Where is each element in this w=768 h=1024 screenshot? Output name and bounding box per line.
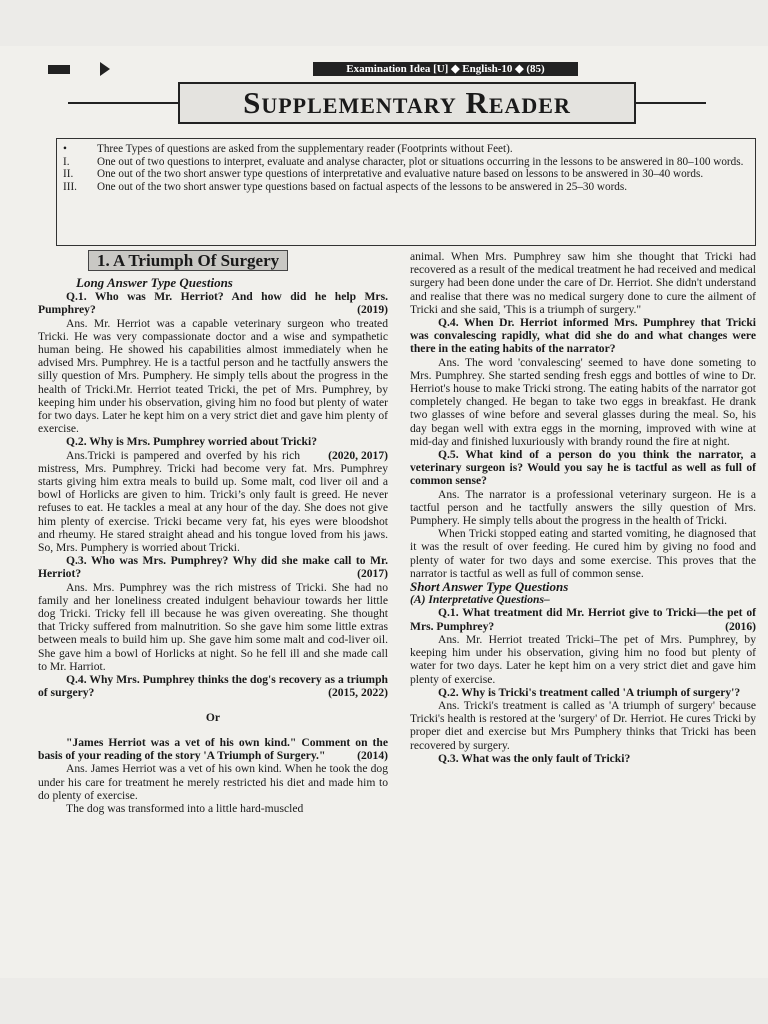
intro-text: One out of the two short answer type questions of interpretative and evaluative nature based on lessons to be answered in 30–40 words. bbox=[97, 168, 704, 180]
question bbox=[38, 554, 388, 580]
question-text: "James Herriot was a vet of his own kind." Comment on the basis of your reading of the story 'A Triumph of Surgery." bbox=[38, 735, 388, 763]
question-year: (2017) bbox=[357, 567, 388, 581]
subheading-long: Long Answer Type Questions bbox=[76, 275, 233, 290]
answer-continued: animal. When Mrs. Pumphrey saw him she thought that Tricki had recovered as a result of the medical treatment he had received and medical surgery had been done under the care of Dr. Herriot. She didn't understand and realise that there was no medical surgery done to cure the ailment of Tricki and she said, 'This is a triumph of surgery." bbox=[410, 250, 756, 316]
question-year: (2015, 2022) bbox=[328, 686, 388, 700]
subheading-interpretative: (A) Interpretative Questions– bbox=[410, 593, 550, 607]
question bbox=[38, 290, 388, 316]
question-text: Q.1. Who was Mr. Herriot? And how did he help Mrs. Pumphrey? bbox=[38, 290, 388, 317]
question: Q.4. When Dr. Herriot informed Mrs. Pumphrey that Tricki was convalescing rapidly, what did she do and what changes were there in the eating habits of the narrator? bbox=[410, 316, 756, 356]
question-year: (2014) bbox=[357, 749, 388, 763]
intro-text: Three Types of questions are asked from the supplementary reader (Footprints without Feet). bbox=[97, 143, 513, 155]
intro-marker: • bbox=[63, 143, 67, 155]
right-column bbox=[410, 250, 756, 765]
section-title: 1. A Triumph Of Surgery bbox=[88, 250, 288, 271]
title-rule-right bbox=[636, 102, 706, 104]
intro-item bbox=[63, 143, 749, 156]
or-label: Or bbox=[205, 711, 221, 725]
question: Q.3. What was the only fault of Tricki? bbox=[438, 751, 631, 765]
arrow-icon bbox=[100, 62, 110, 76]
answer: Ans. The narrator is a professional veterinary surgeon. He is a tactful person and he tactfully answers the silly question of Mrs. Pumphery. He simply tells about the progress in the health of Tricki. bbox=[410, 487, 756, 528]
answer: Ans. Tricki's treatment is called as 'A triumph of surgery' because Tricki's health is restored at the 'surgery' of Dr. Herriot. He cures Tricki by proper diet and exercise but Mrs Pumphery thinks that Tricki has been recovered by surgery. bbox=[410, 698, 756, 752]
answer: Ans.Tricki is pampered and overfed by his rich mistress, Mrs. Pumphrey. Tricki had become very fat. Mrs. Pumphrey starts giving him extra meals to build up. Some malt, cod liver oil and a bowl of Horlicks are given to him. Tricki’s only fault is greed. He never refuses to eat. He tackles a meal at any hour of the day. She does not give him plenty of exercise. Tricki became very fat, his eyes were bloodshot and rheumy. He stared straight ahead and his tongue loved from his jaws. So, Mrs. Pumphery is worried about Tricki. bbox=[38, 448, 388, 555]
question: Q.5. What kind of a person do you think the narrator, a veterinary surgeon is? Would you say he is tactful as well as full of common sense? bbox=[410, 448, 756, 488]
intro-item bbox=[63, 168, 749, 181]
subheading-short: Short Answer Type Questions bbox=[410, 579, 569, 595]
answer: The dog was transformed into a little hard-muscled bbox=[66, 801, 304, 815]
question-text: Q.3. Who was Mrs. Pumphrey? Why did she make call to Mr. Herriot? bbox=[38, 554, 388, 581]
question bbox=[38, 673, 388, 699]
intro-item bbox=[63, 156, 749, 169]
left-column bbox=[38, 250, 388, 815]
intro-box bbox=[56, 138, 756, 246]
page-title-text: Supplementary Reader bbox=[243, 85, 571, 120]
running-head: Examination Idea [U] ◆ English-10 ◆ (85) bbox=[313, 62, 578, 76]
question-year: (2016) bbox=[725, 619, 756, 633]
running-head-bar bbox=[48, 62, 766, 76]
question bbox=[38, 736, 388, 762]
question-text: Q.4. Why Mrs. Pumphrey thinks the dog's recovery as a triumph of surgery? bbox=[38, 673, 388, 700]
question bbox=[410, 606, 756, 632]
intro-marker: III. bbox=[63, 180, 77, 193]
answer: Ans. Mr. Herriot was a capable veterinary surgeon who treated Tricki. He was very compassionate doctor and a wise and sympathetic human being. He showed his capabilities almost immediately when he advised Mrs. Pumphrey. He is a tactful person and he tactfully answers the silly question of Mrs. Pumphery. He simply tells about the progress in the health of Tricki.Mr. Herriot teated Tricki, the pet of Mrs. Pumphrey, by keeping him under his observation, giving him no food but plenty of water for two days. Later he kept him on a very strict diet and gave him plenty of exercise. bbox=[38, 316, 388, 436]
answer: Ans. Mr. Herriot treated Tricki–The pet of Mrs. Pumphrey, by keeping him under his observation, giving him no food but plenty of water for two days. Later he kept him on a very strict diet and gave him plenty of exercise. bbox=[410, 632, 756, 686]
intro-marker: I. bbox=[63, 155, 70, 168]
answer: Ans. The word 'convalescing' seemed to have done someting to Mrs. Pumphrey. She started sending fresh eggs and bottles of wine to Dr. Herriot's house to make Tricki strong. The eating habits of the narrator got completely changed. He began to take two eggs in breakfast. He drank two glasses of wine before and several glasses during the meal. So, his day began well with extra eggs in the morning, improved with wine at mid-day and finished luxuriously with brandy round the fire at night. bbox=[410, 355, 756, 448]
answer: When Tricki stopped eating and started vomiting, he diagnosed that it was the result of over feeding. He cured him by giving no food and plenty of water for two days and some exercise. This proves that the narrator is tactful as well as full of common sense. bbox=[410, 527, 756, 580]
answer: Ans. James Herriot was a vet of his own kind. When he took the dog under his care for treatment he merely restricted his diet and made him to do plenty of exercise. bbox=[38, 762, 388, 802]
intro-marker: II. bbox=[63, 168, 74, 180]
question-text: Q.1. What treatment did Mr. Herriot give to Tricki—the pet of Mrs. Pumphrey? bbox=[410, 606, 756, 633]
question: Q.2. Why is Tricki's treatment called 'A triumph of surgery'? bbox=[438, 685, 741, 699]
intro-item bbox=[63, 181, 749, 194]
question-text: Q.2. Why is Mrs. Pumphrey worried about Tricki? bbox=[66, 435, 317, 449]
title-rule-left bbox=[68, 102, 178, 104]
question-year: (2019) bbox=[357, 303, 388, 317]
question-year: (2020, 2017) bbox=[328, 448, 388, 462]
page-title bbox=[178, 82, 636, 124]
question bbox=[38, 435, 388, 462]
intro-text: One out of the two short answer type questions based on factual aspects of the lessons to be answered in 25–30 words. bbox=[97, 180, 628, 193]
answer: Ans. Mrs. Pumphrey was the rich mistress of Tricki. She had no family and her loneliness created indulgent behaviour towards her little dog Tricki. Tricky fell ill because he was given overeating. She thought that Tricky suffered from malnutrition. So she gave him some little extras between meals to build him up. She gave him some malt and cod-liver oil. She gave him a bowl of Horlicks at night. So he fell ill and she made call to Mr. Harriot. bbox=[38, 580, 388, 673]
rule-left bbox=[48, 65, 70, 74]
intro-text: One out of two questions to interpret, evaluate and analyse character, plot or situations occurring in the lessons to be answered in 80–100 words. bbox=[97, 155, 744, 168]
